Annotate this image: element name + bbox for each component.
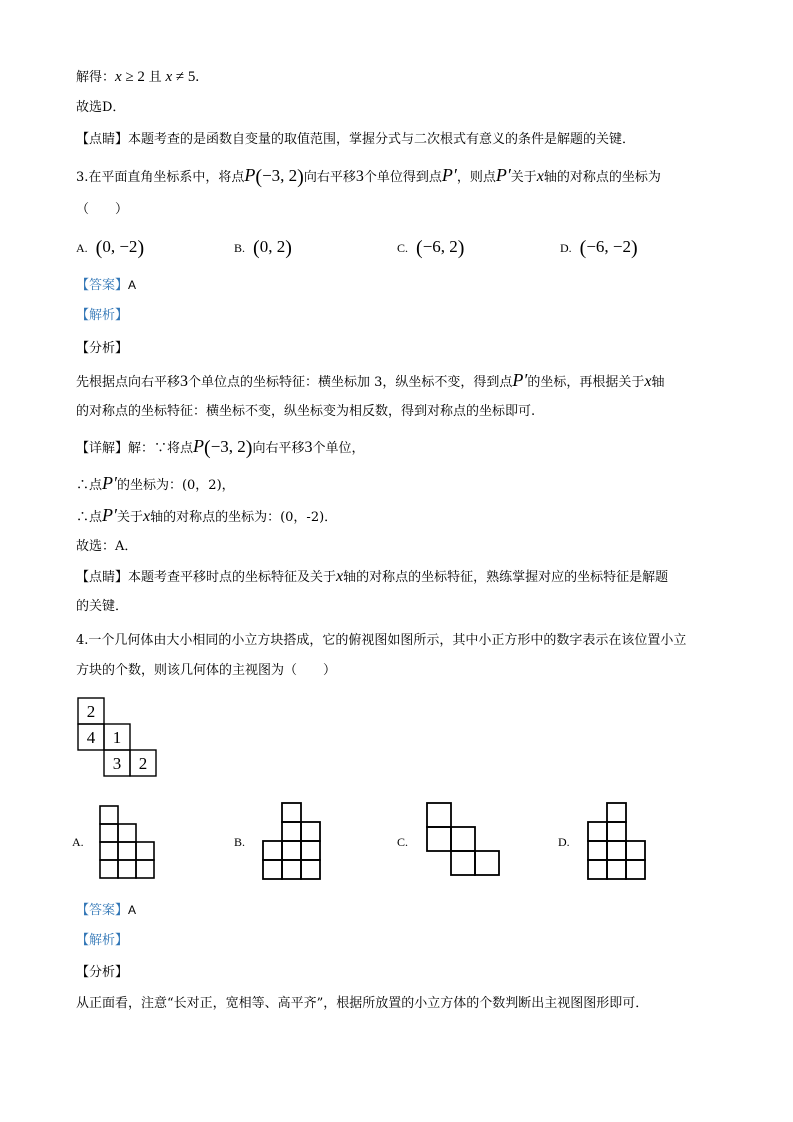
comment-text: 本题考查的是函数自变量的取值范围，掌握分式与二次根式有意义的条件是解题的关键． xyxy=(128,132,636,147)
answer-value: A xyxy=(128,903,137,917)
answer-value: A xyxy=(128,278,137,292)
q4-stem-line2: 方块的个数，则该几何体的主视图为（ ） xyxy=(76,663,337,678)
cube-face xyxy=(588,860,607,879)
option-label: A. xyxy=(76,241,88,255)
fenxi-text-c: 的坐标，再根据关于 xyxy=(527,375,645,390)
cube-face xyxy=(588,841,607,860)
cube-face xyxy=(607,822,626,841)
solve-op2: ≠ 5. xyxy=(172,69,200,85)
comment-x: x xyxy=(336,568,344,585)
q4-option-a-label[interactable] xyxy=(72,832,92,853)
option-value: −6, 2 xyxy=(422,237,458,256)
fenxi-text-a: 先根据点向右平移 xyxy=(76,375,181,390)
q3-part2: 向右平移 xyxy=(303,170,356,185)
option-label: D. xyxy=(560,241,572,255)
cube-face xyxy=(301,822,320,841)
step1-text-a: ∴点 xyxy=(76,478,103,493)
cube-face xyxy=(301,841,320,860)
top-view-number: 1 xyxy=(112,728,122,747)
q3-part4: ，则点 xyxy=(456,170,496,185)
top-view-number: 4 xyxy=(86,728,96,747)
q3-stem: 3.在平面直角坐标系中，将点P(−3, 2)向右平移3个单位得到点P′，则点P′关于x轴的对称点的坐标为 xyxy=(76,165,661,188)
q3-answer xyxy=(76,276,136,295)
q4-fenxi-tag: 【分析】 xyxy=(76,965,129,980)
step2-text-c: 轴的对称点的坐标为：(0，-2)． xyxy=(150,510,338,525)
q4-fenxi-text: 从正面看，注意“长对正，宽相等、高平齐”，根据所放置的小立方体的个数判断出主视图图形即可． xyxy=(76,996,649,1011)
detail-tag: 【详解】 xyxy=(76,441,129,456)
step1-point: P′ xyxy=(102,473,117,493)
q3-num3: 3 xyxy=(355,168,364,185)
q4-stem-line1: 4.一个几何体由大小相同的小立方块搭成，它的俯视图如图所示，其中小正方形中的数字表示在该位置小立 xyxy=(76,633,687,648)
cube-face xyxy=(282,803,301,822)
q3-point-p: P xyxy=(244,165,256,185)
q3-option-c[interactable]: C. (−6, 2) xyxy=(397,237,465,259)
option-value: 0, 2 xyxy=(259,237,286,256)
option-label: C. xyxy=(397,835,409,849)
q3-option-a[interactable]: A. (0, −2) xyxy=(76,237,145,259)
cube-face xyxy=(607,860,626,879)
q4-analysis-tag: 【解析】 xyxy=(76,933,129,948)
fenxi-x: x xyxy=(644,373,652,390)
q4-option-d-label[interactable] xyxy=(558,832,578,853)
comment-tag: 【点睛】 xyxy=(76,132,129,147)
q3-comment-line2: 的关键． xyxy=(76,599,129,614)
q3-fenxi-line1 xyxy=(76,371,665,392)
q3-point-p2: P′ xyxy=(441,165,457,185)
cube-face xyxy=(100,806,118,824)
comment-tag: 【点睛】 xyxy=(76,570,129,585)
option-label: B. xyxy=(234,835,246,849)
q3-fenxi-tag: 【分析】 xyxy=(76,341,129,356)
fenxi-num3: 3 xyxy=(180,373,189,390)
step2-text-a: ∴点 xyxy=(76,510,103,525)
comment-q2 xyxy=(76,131,635,149)
q4-answer xyxy=(76,901,136,920)
fenxi-text-b: 个单位点的坐标特征：横坐标加 3，纵坐标不变，得到点 xyxy=(188,375,513,390)
q3-x-axis: x xyxy=(536,168,544,185)
detail-num3: 3 xyxy=(304,439,313,456)
cube-face xyxy=(282,841,301,860)
cube-face xyxy=(427,803,451,827)
cube-face xyxy=(118,842,136,860)
cube-face xyxy=(100,824,118,842)
detail-coords: −3, 2 xyxy=(210,437,246,456)
cube-face xyxy=(607,803,626,822)
q4-option-c-label[interactable] xyxy=(397,832,416,853)
q3-step1 xyxy=(76,474,235,495)
q4-option-b-label[interactable] xyxy=(234,832,253,853)
solve-op1: ≥ 2 xyxy=(121,69,149,85)
q3-choose: 故选：A． xyxy=(76,539,138,554)
cube-face xyxy=(282,822,301,841)
detail-point-p: P xyxy=(193,436,205,456)
detail-text-b: 向右平移 xyxy=(252,441,305,456)
cube-face xyxy=(588,822,607,841)
q3-option-b[interactable]: B. (0, 2) xyxy=(234,237,292,259)
cube-face xyxy=(136,860,154,878)
cube-face xyxy=(451,827,475,851)
q4-option-d-figure[interactable] xyxy=(584,799,650,883)
top-view-number: 2 xyxy=(138,754,148,773)
solve-prefix: 解得： xyxy=(76,70,116,85)
top-view-number: 2 xyxy=(86,702,96,721)
cube-face xyxy=(100,860,118,878)
option-label: D. xyxy=(558,835,570,849)
solve-var2: x xyxy=(165,69,173,85)
q4-top-view xyxy=(74,694,162,780)
q3-point-p3: P′ xyxy=(495,165,511,185)
solve-line xyxy=(76,68,199,87)
cube-face xyxy=(626,860,645,879)
solve-and: 且 xyxy=(148,70,162,85)
option-label: B. xyxy=(234,241,246,255)
q4-option-a-figure[interactable] xyxy=(96,802,156,880)
option-label: C. xyxy=(397,241,409,255)
answer-tag: 【答案】 xyxy=(76,278,129,293)
q3-part1: 3.在平面直角坐标系中，将点 xyxy=(76,170,245,185)
cube-face xyxy=(301,860,320,879)
q4-option-c-figure[interactable] xyxy=(423,799,503,879)
choose-d-line: 故选D． xyxy=(76,100,126,115)
q3-fenxi-line2: 的对称点的坐标特征：横坐标不变，纵坐标变为相反数，得到对称点的坐标即可. xyxy=(76,404,536,419)
q3-blank: （ ） xyxy=(76,202,129,217)
step2-x: x xyxy=(142,508,151,525)
fenxi-text-d: 轴 xyxy=(651,375,665,390)
cube-face xyxy=(263,860,282,879)
option-value: −6, −2 xyxy=(586,237,632,256)
cube-face xyxy=(607,841,626,860)
cube-face xyxy=(427,827,451,851)
detail-text-c: 个单位， xyxy=(312,441,365,456)
fenxi-p2: P′ xyxy=(512,370,528,390)
cube-face xyxy=(136,842,154,860)
q4-option-b-figure[interactable] xyxy=(259,799,325,883)
q3-analysis-tag: 【解析】 xyxy=(76,308,129,323)
q3-part3: 个单位得到点 xyxy=(363,170,442,185)
step2-text-b: 关于 xyxy=(116,510,143,525)
q3-comment-line1 xyxy=(76,568,668,587)
q3-part5: 关于 xyxy=(510,170,537,185)
cube-face xyxy=(451,851,475,875)
step2-point: P′ xyxy=(102,505,117,525)
cube-face xyxy=(118,860,136,878)
cube-face xyxy=(282,860,301,879)
answer-tag: 【答案】 xyxy=(76,903,129,918)
comment-text-a: 本题考查平移时点的坐标特征及关于 xyxy=(128,570,337,585)
q3-part6: 轴的对称点的坐标为 xyxy=(543,170,661,185)
option-label: A. xyxy=(72,835,84,849)
cube-face xyxy=(475,851,499,875)
step1-text-b: 的坐标为：(0，2)， xyxy=(116,478,235,493)
solve-var1: x xyxy=(115,69,122,85)
cube-face xyxy=(100,842,118,860)
option-value: 0, −2 xyxy=(102,237,138,256)
q3-detail: 【详解】解：∵将点P(−3, 2)向右平移3个单位， xyxy=(76,436,365,459)
detail-text-a: 解：∵将点 xyxy=(128,441,194,456)
q3-option-d[interactable]: D. (−6, −2) xyxy=(560,237,638,259)
cube-face xyxy=(118,824,136,842)
comment-text-b: 轴的对称点的坐标特征，熟练掌握对应的坐标特征是解题 xyxy=(343,570,669,585)
q3-coords: −3, 2 xyxy=(262,166,298,185)
cube-face xyxy=(626,841,645,860)
top-view-number: 3 xyxy=(112,754,122,773)
q3-step2 xyxy=(76,506,337,527)
cube-face xyxy=(263,841,282,860)
